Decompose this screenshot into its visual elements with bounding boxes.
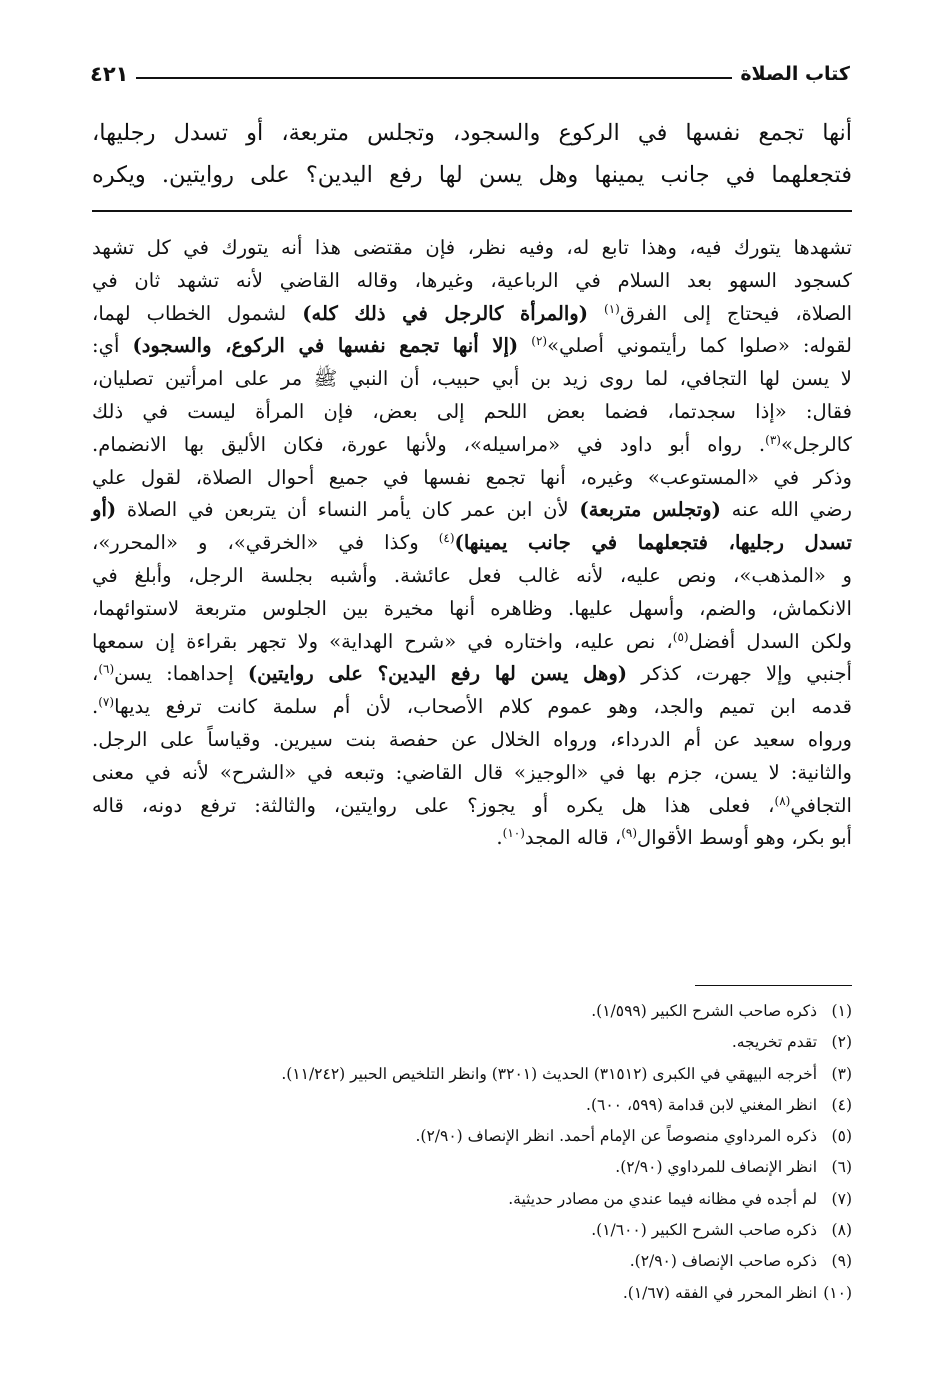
commentary-line: و «المذهب»، ونص عليه، لأنه غالب فعل عائشة. وأشبه بجلسة الرجل، وأبلغ في xyxy=(92,563,852,587)
footnote-text: ذكره صاحب الإنصاف (٢/٩٠). xyxy=(629,1252,818,1271)
footnote xyxy=(92,1215,852,1246)
footnote-text: أخرجه البيهقي في الكبرى (٣١٥١٢) الحديث (٣٢٠١) وانظر التلخيص الحبير (١١/٢٤٢). xyxy=(281,1064,818,1083)
footnote-text: لم أجده في مظانه فيما عندي من مصادر حديثية. xyxy=(508,1189,818,1208)
commentary-line: ولكن السدل أفضل$^{(٥)}$، نص عليه، واختاره في «شرح الهداية» ولا تجهر بقراءة إن سمعها xyxy=(92,629,853,653)
footnote xyxy=(92,996,852,1027)
main-text-divider xyxy=(92,210,852,212)
footnote-text: انظر المحرر في الفقه (١/٦٧). xyxy=(622,1283,818,1302)
footnote-separator xyxy=(695,985,852,986)
commentary xyxy=(92,232,852,855)
footnote-text: ذكره صاحب الشرح الكبير (١/٥٩٩). xyxy=(591,1002,818,1020)
commentary-line: تشهدها يتورك فيه، وهذا تابع له، وفيه نظر، فإن مقتضى هذا أنه يتورك في كل تشهد xyxy=(92,236,852,259)
commentary-line: تسدل رجليها، فتجعلهما في جانب يمينها)$^{(٤)}$ وكذا في «الخرقي»، و «المحرر»، xyxy=(92,531,852,555)
commentary-line: أبو بكر، وهو أوسط الأقوال$^{(٩)}$، قاله المجد$^{(١٠)}$. xyxy=(496,826,852,850)
commentary-line: التجافي$^{(٨)}$، فعلى هذا هل يكره أو يجوز؟ على روايتين، والثالثة: ترفع دونه، قاله xyxy=(92,793,852,817)
main-text-line: أنها تجمع نفسها في الركوع والسجود، وتجلس متربعة، أو تسدل رجليها، xyxy=(92,120,852,146)
footnote-text: انظر المغني لابن قدامة (٥٩٩، ٦٠٠). xyxy=(586,1095,818,1114)
footnote xyxy=(92,1152,852,1183)
footnote-ref: (٩) xyxy=(621,826,638,841)
footnote-ref: (١) xyxy=(604,301,620,316)
quoted-main-text: (إلا أنها تجمع نفسها في الركوع، والسجود) xyxy=(132,334,519,358)
footnote-number: (٧) xyxy=(831,1189,852,1208)
footnote-text: ذكره صاحب الشرح الكبير (١/٦٠٠). xyxy=(591,1221,818,1240)
footnote-text: انظر الإنصاف للمرداوي (٢/٩٠). xyxy=(615,1158,818,1177)
commentary-line: كسجود السهو بعد السلام في الرباعية، وغيرها، وقاله القاضي لأنه تشهد ثان في xyxy=(92,268,852,292)
footnote xyxy=(92,1027,852,1058)
main-text xyxy=(92,112,852,196)
commentary-line: رضي الله عنه (وتجلس متربعة) لأن ابن عمر كان يأمر النساء أن يتربعن في الصلاة (أو xyxy=(92,498,852,522)
quoted-main-text: (وتجلس متربعة) xyxy=(579,498,721,522)
footnote-number: (٦) xyxy=(831,1158,852,1177)
footnote-number: (٢) xyxy=(831,1033,852,1052)
chapter-title: كتاب الصلاة xyxy=(740,63,850,85)
footnote-ref: (٦) xyxy=(98,662,115,677)
footnote-number: (٨) xyxy=(831,1221,852,1240)
footnote-ref: (٧) xyxy=(98,695,115,710)
footnote xyxy=(92,1090,852,1121)
quoted-main-text: تسدل رجليها، فتجعلهما في جانب يمينها) xyxy=(454,531,852,555)
footnote-number: (٥) xyxy=(831,1127,852,1146)
footnote-ref: (٥) xyxy=(672,629,689,644)
commentary-line: كالرجل»$^{(٣)}$. رواه أبو داود في «مراسيله»، ولأنها عورة، فكان الأليق بها الانضمام. xyxy=(92,432,852,456)
footnote xyxy=(92,1278,852,1309)
commentary-line: أجنبي وإلا جهرت، كذكر (وهل يسن لها رفع اليدين؟ على روايتين) إحداهما: يسن$^{(٦)}$، xyxy=(92,662,852,686)
footnote-number: (١) xyxy=(831,1002,852,1020)
page-number: ٤٢١ xyxy=(90,62,129,86)
quoted-main-text: (أو xyxy=(92,498,117,522)
footnote-number: (٩) xyxy=(831,1252,852,1271)
footnote xyxy=(92,1246,852,1277)
footnote-number: (٣) xyxy=(831,1064,852,1083)
footnote-text: تقدم تخريجه. xyxy=(731,1033,818,1052)
commentary-line: قدمه ابن تميم والجد، وهو عموم كلام الأصحاب، لأن أم سلمة كانت ترفع يديها$^{(٧)}$. xyxy=(92,695,852,719)
footnote xyxy=(92,1121,852,1152)
commentary-line: الانكماش، والضم، وأسهل عليها. وظاهره أنها مخيرة بين الجلوس متربعة لاستوائهما، xyxy=(92,596,852,620)
footnote-ref: (٣) xyxy=(765,432,781,447)
main-text-line: فتجعلهما في جانب يمينها وهل يسن لها رفع اليدين؟ على روايتين. ويكره xyxy=(92,162,852,188)
commentary-line: فقال: «إذا سجدتما، فضما بعض اللحم إلى بعض، فإن المرأة ليست في ذلك xyxy=(92,399,852,423)
commentary-line: لقوله: «صلوا كما رأيتموني أصلي»$^{(٢)}$ (إلا أنها تجمع نفسها في الركوع، والسجود) أي: xyxy=(92,334,852,358)
quoted-main-text: (والمرأة كالرجل في ذلك كله) xyxy=(302,301,589,325)
footnote xyxy=(92,1184,852,1215)
footnote-ref: (٤) xyxy=(438,531,455,546)
footnote-text: ذكره المرداوي منصوصاً عن الإمام أحمد. انظر الإنصاف (٢/٩٠). xyxy=(415,1127,818,1146)
commentary-line: والثانية: لا يسن، جزم بها في «الوجيز» قال القاضي: وتبعه في «الشرح» لأنه في معنى xyxy=(92,760,852,784)
footnote-ref: (٢) xyxy=(531,334,548,349)
commentary-line: وذكر في «المستوعب» وغيره، أنها تجمع نفسها في جميع أحوال الصلاة، لقول علي xyxy=(92,465,852,489)
commentary-line: الصلاة، فيحتاج إلى الفرق$^{(١)}$ (والمرأة كالرجل في ذلك كله) لشمول الخطاب لهما، xyxy=(92,301,853,325)
commentary-line: ورواه سعيد عن أم الدرداء، ورواه الخلال عن حفصة بنت سيرين. وقياساً على الرجل. xyxy=(92,727,852,751)
page-header xyxy=(90,60,850,88)
commentary-line: لا يسن لها التجافي، لما روى زيد بن أبي حبيب، أن النبي ﷺ مر على امرأتين تصليان، xyxy=(92,367,852,391)
quoted-main-text: (وهل يسن لها رفع اليدين؟ على روايتين) xyxy=(247,662,628,686)
footnotes xyxy=(92,996,852,1309)
footnote-number: (١٠) xyxy=(823,1283,852,1302)
footnote-ref: (١٠) xyxy=(502,826,525,841)
footnote xyxy=(92,1059,852,1090)
footnote-ref: (٨) xyxy=(774,793,791,808)
footnote-number: (٤) xyxy=(831,1095,852,1114)
header-rule xyxy=(136,77,732,79)
